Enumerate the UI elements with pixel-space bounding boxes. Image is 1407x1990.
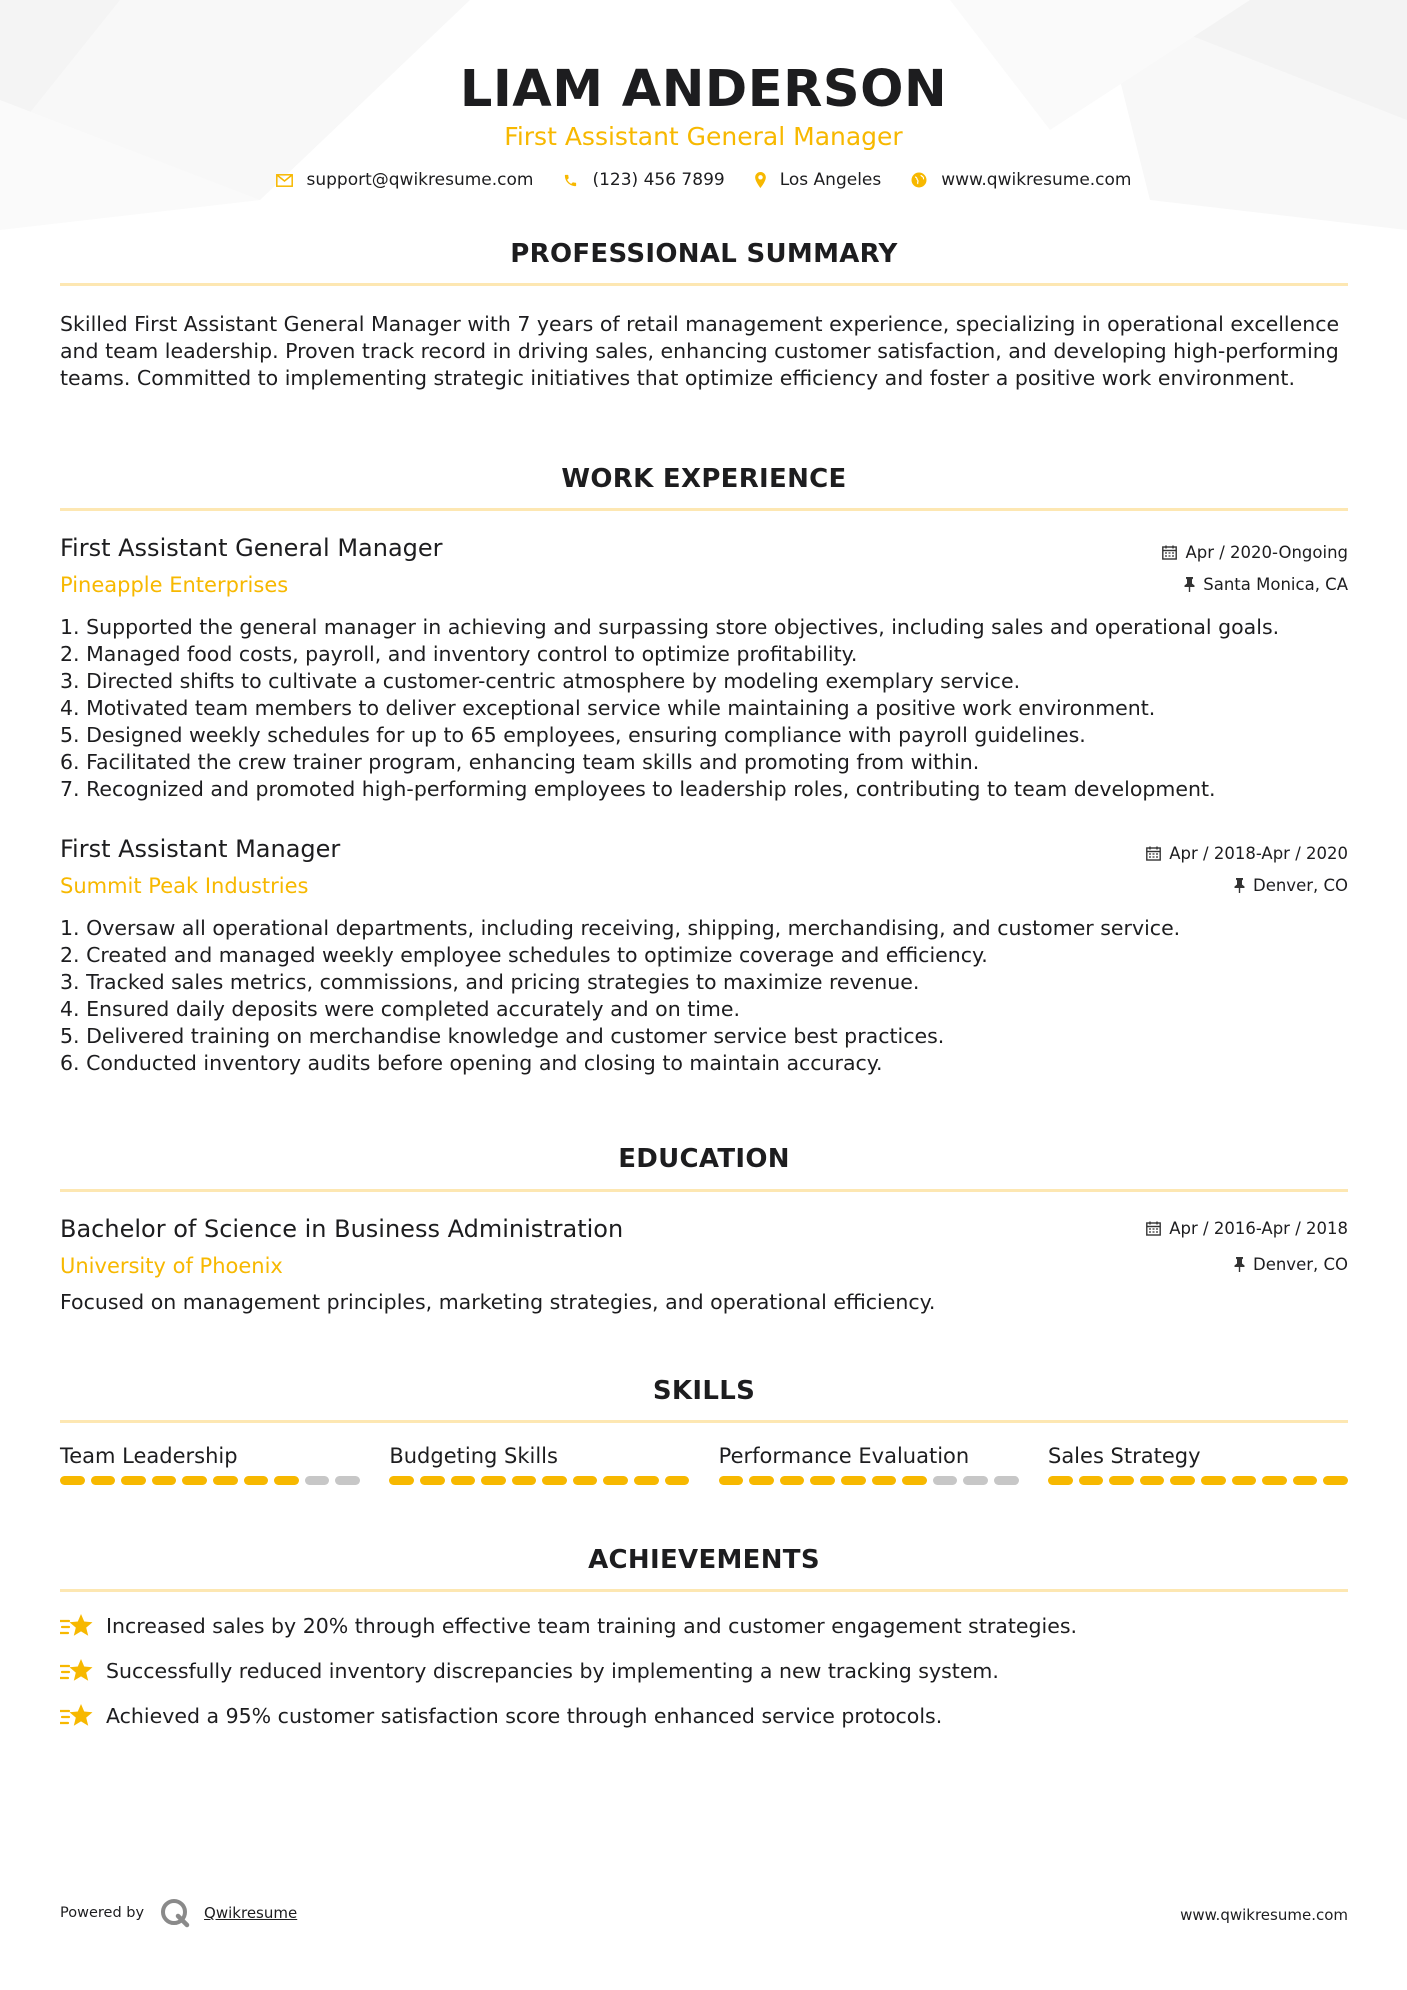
- skill-segment-filled: [389, 1476, 414, 1485]
- footer-powered-by: [60, 1898, 297, 1928]
- website-text: www.qwikresume.com: [941, 170, 1132, 190]
- skill-segment-empty: [933, 1476, 958, 1485]
- skill-segment-filled: [91, 1476, 116, 1485]
- list-item: 6. Facilitated the crew trainer program, enhancing team skills and promoting from within.: [60, 750, 980, 774]
- skill-name: Team Leadership: [60, 1444, 238, 1468]
- job-location-text: Denver, CO: [1252, 876, 1348, 895]
- skill-segment-filled: [152, 1476, 177, 1485]
- skill-segment-filled: [573, 1476, 598, 1485]
- list-item: 6. Conducted inventory audits before opening and closing to maintain accuracy.: [60, 1051, 883, 1075]
- contact-email[interactable]: [276, 170, 534, 190]
- summary-divider: [60, 283, 1348, 286]
- skill-item: [60, 1444, 360, 1485]
- achievements-divider: [60, 1589, 1348, 1592]
- list-item: 5. Designed weekly schedules for up to 65 employees, ensuring compliance with payroll guidelines.: [60, 723, 1086, 747]
- summary-heading: PROFESSIONAL SUMMARY: [510, 239, 898, 269]
- skill-segment-filled: [1079, 1476, 1104, 1485]
- skill-segment-filled: [749, 1476, 774, 1485]
- achievement-item: [60, 1612, 1077, 1640]
- skill-rating-bar: [1048, 1476, 1348, 1485]
- skill-name: Sales Strategy: [1047, 1444, 1201, 1468]
- job-company: Summit Peak Industries: [60, 874, 309, 898]
- calendar-icon: [1162, 545, 1177, 560]
- candidate-name: LIAM ANDERSON: [459, 60, 948, 119]
- footer-url[interactable]: www.qwikresume.com: [1180, 1906, 1348, 1924]
- phone-text: (123) 456 7899: [592, 170, 725, 190]
- skill-item: [389, 1444, 689, 1485]
- skill-item: [719, 1444, 1019, 1485]
- school-name: University of Phoenix: [60, 1254, 283, 1278]
- achievement-text: Increased sales by 20% through effective team training and customer engagement strategies.: [106, 1614, 1078, 1638]
- job-company: Pineapple Enterprises: [60, 573, 289, 597]
- education-location: [1234, 1255, 1348, 1274]
- qwikresume-logo-icon: [160, 1898, 190, 1928]
- skill-segment-filled: [542, 1476, 567, 1485]
- list-item: 7. Recognized and promoted high-performing employees to leadership roles, contributing to team development.: [60, 777, 1216, 801]
- skills-grid: [60, 1444, 1348, 1485]
- contact-website[interactable]: [911, 170, 1131, 190]
- skill-segment-filled: [1140, 1476, 1165, 1485]
- skill-segment-filled: [780, 1476, 805, 1485]
- skill-rating-bar: [389, 1476, 689, 1485]
- pushpin-icon: [1234, 878, 1245, 893]
- contact-location: [755, 170, 882, 190]
- achievements-heading: ACHIEVEMENTS: [588, 1545, 820, 1575]
- experience-heading: WORK EXPERIENCE: [561, 464, 847, 494]
- education-dates-text: Apr / 2016-Apr / 2018: [1169, 1219, 1348, 1238]
- education-description: Focused on management principles, marketing strategies, and operational efficiency.: [60, 1290, 936, 1314]
- skill-segment-empty: [305, 1476, 330, 1485]
- list-item: 2. Created and managed weekly employee schedules to optimize coverage and efficiency.: [60, 943, 988, 967]
- skill-segment-filled: [872, 1476, 897, 1485]
- powered-by-label: Powered by: [60, 1905, 145, 1921]
- skill-segment-filled: [121, 1476, 146, 1485]
- skills-heading: SKILLS: [652, 1376, 756, 1406]
- achievement-item: [60, 1702, 942, 1730]
- skill-rating-bar: [60, 1476, 360, 1485]
- skill-segment-filled: [420, 1476, 445, 1485]
- contact-bar: [0, 170, 1407, 190]
- skill-segment-filled: [274, 1476, 299, 1485]
- list-item: 3. Tracked sales metrics, commissions, and pricing strategies to maximize revenue.: [60, 970, 920, 994]
- contact-phone[interactable]: [563, 170, 724, 190]
- achievement-text: Successfully reduced inventory discrepancies by implementing a new tracking system.: [106, 1659, 999, 1683]
- skill-segment-filled: [719, 1476, 744, 1485]
- skill-segment-filled: [1262, 1476, 1287, 1485]
- skill-segment-empty: [335, 1476, 360, 1485]
- skill-segment-filled: [1293, 1476, 1318, 1485]
- skill-segment-filled: [1048, 1476, 1073, 1485]
- list-item: 3. Directed shifts to cultivate a customer-centric atmosphere by modeling exemplary service.: [60, 669, 1021, 693]
- education-divider: [60, 1189, 1348, 1192]
- job-dates: [1146, 844, 1348, 863]
- skill-item: [1048, 1444, 1348, 1485]
- skill-segment-filled: [902, 1476, 927, 1485]
- star-icon: [60, 1612, 94, 1640]
- degree-title: Bachelor of Science in Business Administration: [60, 1215, 624, 1243]
- skill-segment-filled: [60, 1476, 85, 1485]
- skill-name: Budgeting Skills: [389, 1444, 558, 1468]
- globe-icon: [911, 172, 927, 188]
- calendar-icon: [1146, 1221, 1161, 1236]
- skills-divider: [60, 1420, 1348, 1423]
- job-location: [1234, 876, 1348, 895]
- achievement-text: Achieved a 95% customer satisfaction score through enhanced service protocols.: [106, 1704, 943, 1728]
- list-item: 4. Ensured daily deposits were completed accurately and on time.: [60, 997, 741, 1021]
- skill-name: Performance Evaluation: [718, 1444, 970, 1468]
- summary-text: Skilled First Assistant General Manager with 7 years of retail management experience, specializing in operational excellence and team leadership. Proven track record in driving sales, enhancing customer satisfaction, and developing high-performing teams. Committed to implementing strategic initiatives that optimize efficiency and foster a positive work environment.: [60, 312, 1340, 390]
- achievement-item: [60, 1657, 999, 1685]
- resume-header: [0, 60, 1407, 154]
- list-item: 2. Managed food costs, payroll, and inventory control to optimize profitability.: [60, 642, 858, 666]
- location-text: Los Angeles: [779, 170, 882, 190]
- pushpin-icon: [1234, 1257, 1245, 1272]
- qwikresume-link[interactable]: Qwikresume: [204, 1904, 298, 1922]
- email-text: support@qwikresume.com: [306, 170, 534, 190]
- list-item: 5. Delivered training on merchandise knowledge and customer service best practices.: [60, 1024, 945, 1048]
- skill-segment-filled: [213, 1476, 238, 1485]
- skill-rating-bar: [719, 1476, 1019, 1485]
- job-duties-list: [60, 915, 1350, 1077]
- skill-segment-filled: [603, 1476, 628, 1485]
- skill-segment-filled: [512, 1476, 537, 1485]
- skill-segment-filled: [1323, 1476, 1348, 1485]
- experience-divider: [60, 508, 1348, 511]
- job-title: First Assistant Manager: [60, 835, 341, 863]
- skill-segment-empty: [963, 1476, 988, 1485]
- job-dates: [1162, 543, 1348, 562]
- skill-segment-filled: [1109, 1476, 1134, 1485]
- skill-segment-filled: [665, 1476, 690, 1485]
- list-item: 1. Oversaw all operational departments, including receiving, shipping, merchandising, and customer service.: [60, 916, 1181, 940]
- skill-segment-filled: [451, 1476, 476, 1485]
- candidate-role: First Assistant General Manager: [504, 122, 903, 151]
- skill-segment-filled: [1232, 1476, 1257, 1485]
- job-dates-text: Apr / 2020-Ongoing: [1185, 543, 1348, 562]
- job-location-text: Santa Monica, CA: [1203, 575, 1348, 594]
- education-dates: [1146, 1219, 1348, 1238]
- star-icon: [60, 1657, 94, 1685]
- skill-segment-filled: [1170, 1476, 1195, 1485]
- star-icon: [60, 1702, 94, 1730]
- job-title: First Assistant General Manager: [60, 534, 443, 562]
- skill-segment-filled: [1201, 1476, 1226, 1485]
- skill-segment-filled: [481, 1476, 506, 1485]
- skill-segment-filled: [244, 1476, 269, 1485]
- pushpin-icon: [1184, 577, 1195, 592]
- envelope-icon: [276, 174, 293, 187]
- education-location-text: Denver, CO: [1252, 1255, 1348, 1274]
- education-heading: EDUCATION: [618, 1144, 790, 1174]
- job-location: [1184, 575, 1348, 594]
- skill-segment-filled: [182, 1476, 207, 1485]
- map-pin-icon: [755, 172, 766, 188]
- skill-segment-filled: [841, 1476, 866, 1485]
- job-dates-text: Apr / 2018-Apr / 2020: [1169, 844, 1348, 863]
- phone-icon: [563, 173, 578, 188]
- job-duties-list: [60, 614, 1350, 803]
- list-item: 1. Supported the general manager in achieving and surpassing store objectives, including sales and operational goals.: [60, 615, 1280, 639]
- calendar-icon: [1146, 846, 1161, 861]
- skill-segment-filled: [810, 1476, 835, 1485]
- skill-segment-empty: [994, 1476, 1019, 1485]
- skill-segment-filled: [634, 1476, 659, 1485]
- list-item: 4. Motivated team members to deliver exceptional service while maintaining a positive work environment.: [60, 696, 1156, 720]
